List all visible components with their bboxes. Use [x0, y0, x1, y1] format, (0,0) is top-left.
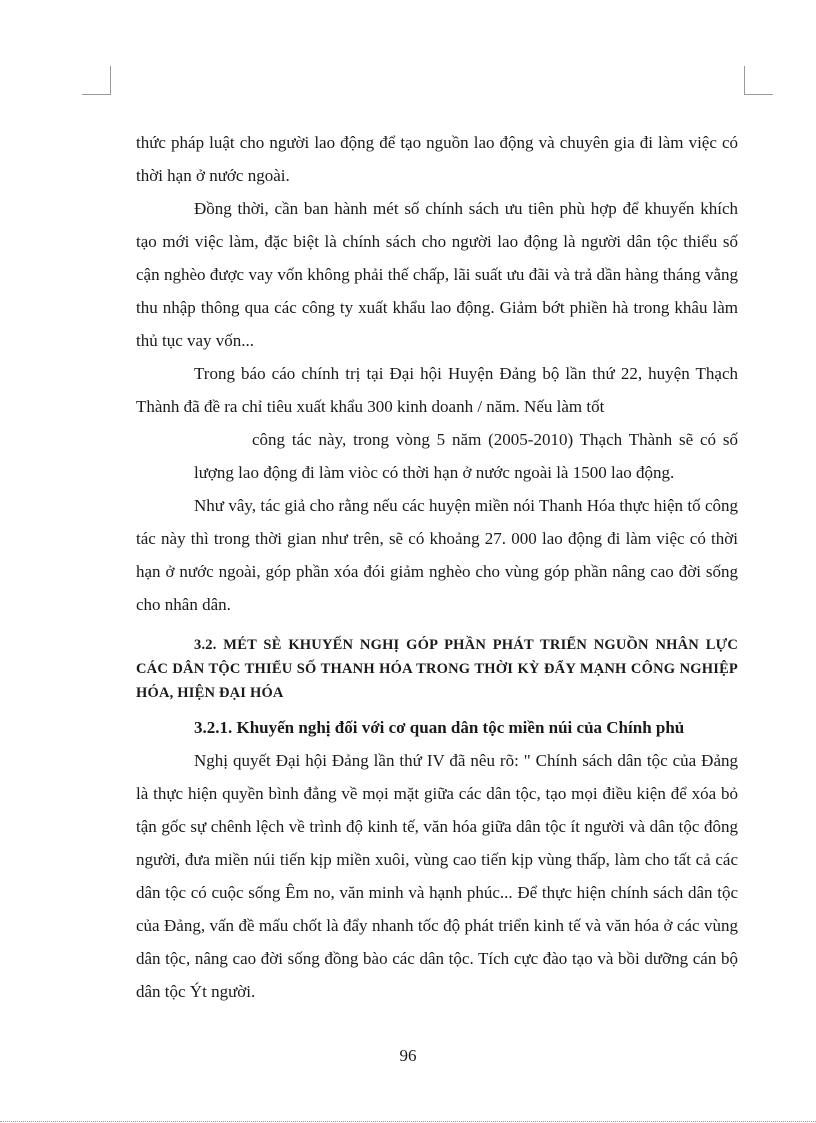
bottom-dotted-rule — [0, 1121, 816, 1122]
paragraph-continuation: thức pháp luật cho người lao động để tạo nguồn lao động và chuyên gia đi làm việc có thời hạn ở nước ngoài. — [136, 133, 738, 185]
crop-mark-top-left — [82, 66, 111, 95]
paragraph-author-conclusion: Như vây, tác giả cho rằng nếu các huyện miền nói Thanh Hóa thực hiện tố công tác này thì trong thời gian như trên, sẽ có khoảng 27. 000 lao động đi làm việc có thời hạn ở nước ngoài, góp phần xóa đói giảm nghèo cho vùng góp phần nâng cao đời sống cho nhân dân. — [136, 496, 738, 614]
page-number: 96 — [399, 1046, 417, 1065]
paragraph-thach-thanh-continuation: công tác này, trong vòng 5 năm (2005-2010) Thạch Thành sẽ có số lượng lao động đi làm viòc có thời hạn ở nước ngoài là 1500 lao động. — [194, 430, 738, 482]
paragraph-party-resolution: Nghị quyết Đại hội Đảng lần thứ IV đã nêu rõ: " Chính sách dân tộc của Đảng là thực hiện quyền bình đẳng về mọi mặt giữa các dân tộc, tạo mọi điều kiện để xóa bỏ tận gốc sự chênh lệch về trình độ kinh tế, văn hóa giữa dân tộc ít người và dân tộc đông người, đưa miền núi tiến kịp miền xuôi, vùng cao tiến kịp vùng thấp, làm cho tất cả các dân tộc có cuộc sống Êm no, văn minh và hạnh phúc... Để thực hiện chính sách dân tộc của Đảng, vấn đề mấu chốt là đẩy nhanh tốc độ phát triển kinh tế và văn hóa ở các vùng dân tộc, nâng cao đời sống đồng bào các dân tộc. Tích cực đào tạo và bồi dưỡng cán bộ dân tộc Ýt người. — [136, 751, 738, 1001]
crop-mark-top-right — [744, 66, 773, 95]
paragraph-thach-thanh-report — [136, 357, 738, 489]
subsection-heading-3-2-1: 3.2.1. Khuyến nghị đối với cơ quan dân tộc miền núi của Chính phủ — [194, 718, 685, 737]
paragraph-incentive-policies: Đồng thời, cần ban hành mét số chính sách ưu tiên phù hợp để khuyến khích tạo mới việc làm, đặc biệt là chính sách cho người lao động là người dân tộc thiểu số cận nghèo được vay vốn không phải thế chấp, lãi suất ưu đãi và trả dần hàng tháng vằng thu nhập thông qua các công ty xuất khẩu lao động. Giảm bớt phiền hà trong khâu làm thủ tục vay vốn... — [136, 199, 738, 350]
page-body — [136, 126, 738, 1008]
paragraph-thach-thanh-report-text: Trong báo cáo chính trị tại Đại hội Huyện Đảng bộ lần thứ 22, huyện Thạch Thành đã đề ra chỉ tiêu xuất khẩu 300 kinh doanh / năm. Nếu làm tốt — [136, 364, 738, 416]
section-heading-3-2: 3.2. MÉT SÈ KHUYẾN NGHỊ GÓP PHẦN PHÁT TRIỂN NGUỒN NHÂN LỰC CÁC DÂN TỘC THIỂU SỐ THANH HÓA TRONG THỜI KỲ ĐẨY MẠNH CÔNG NGHIỆP HÓA, HIỆN ĐẠI HÓA — [136, 637, 738, 701]
